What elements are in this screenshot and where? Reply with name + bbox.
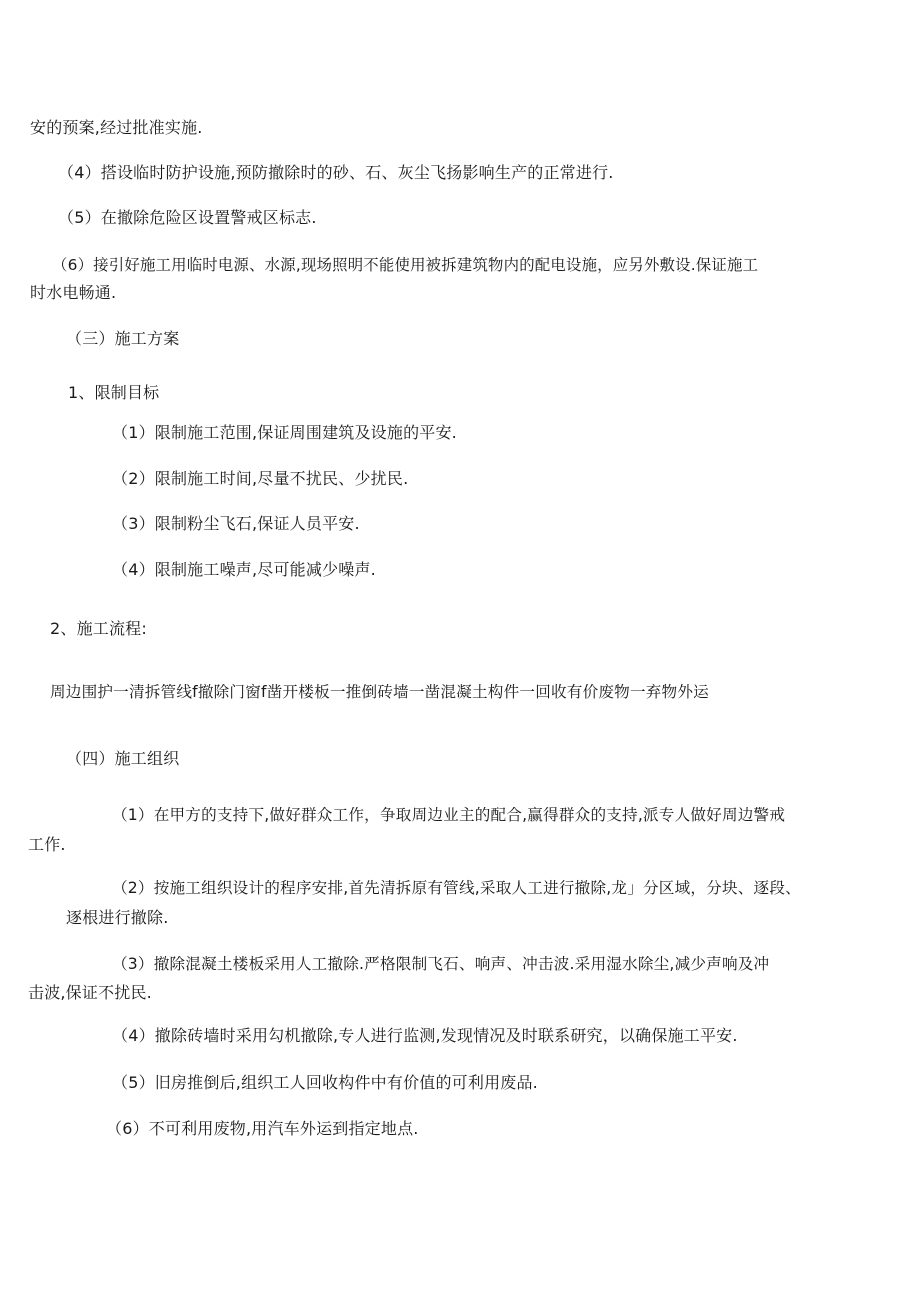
list-item-6-line-2: 时水电畅通. <box>30 283 117 302</box>
org-item-5: （5）旧房推倒后,组织工人回收构件中有价值的可利用废品. <box>112 1073 538 1092</box>
org-item-2-line-2: 逐根进行撤除. <box>66 908 169 927</box>
org-item-3-line-1: （3）撤除混凝土楼板采用人工撤除.严格限制飞石、响声、冲击波.采用湿水除尘,减少声响及冲 <box>112 955 770 973</box>
paragraph-continuation: 安的预案,经过批准实施. <box>30 118 203 137</box>
org-item-6: （6）不可利用废物,用汽车外运到指定地点. <box>106 1119 419 1138</box>
control-item-3: （3）限制粉尘飞石,保证人员平安. <box>112 514 360 533</box>
org-item-1-line-2: 工作. <box>28 835 66 854</box>
list-item-5: （5）在撤除危险区设置警戒区标志. <box>58 208 317 227</box>
subheading-process: 2、施工流程: <box>50 619 147 638</box>
control-item-4: （4）限制施工噪声,尽可能减少噪声. <box>112 560 376 579</box>
control-item-1: （1）限制施工范围,保证周围建筑及设施的平安. <box>112 423 457 442</box>
section-heading-3: （三）施工方案 <box>66 329 180 348</box>
org-item-1-line-1: （1）在甲方的支持下,做好群众工作，争取周边业主的配合,赢得群众的支持,派专人做好周边警戒 <box>112 806 786 824</box>
org-item-2-line-1: （2）按施工组织设计的程序安排,首先清拆原有管线,采取人工进行撤除,龙」分区域，分块、逐段、 <box>112 879 801 897</box>
section-heading-4: （四）施工组织 <box>66 749 180 768</box>
process-flow: 周边围护一清拆管线f撤除门窗f凿开楼板一推倒砖墙一凿混凝土构件一回收有价废物一弃物外运 <box>50 683 709 701</box>
org-item-4: （4）撤除砖墙时采用勾机撤除,专人进行监测,发现情况及时联系研究，以确保施工平安. <box>112 1026 738 1045</box>
control-item-2: （2）限制施工时间,尽量不扰民、少扰民. <box>112 469 409 488</box>
subheading-control-targets: 1、限制目标 <box>68 383 160 402</box>
org-item-3-line-2: 击波,保证不扰民. <box>28 983 152 1002</box>
list-item-4: （4）搭设临时防护设施,预防撤除时的砂、石、灰尘飞扬影响生产的正常进行. <box>58 163 614 182</box>
list-item-6-line-1: （6）接引好施工用临时电源、水源,现场照明不能使用被拆建筑物内的配电设施，应另外敷设.保证施工 <box>52 256 759 274</box>
